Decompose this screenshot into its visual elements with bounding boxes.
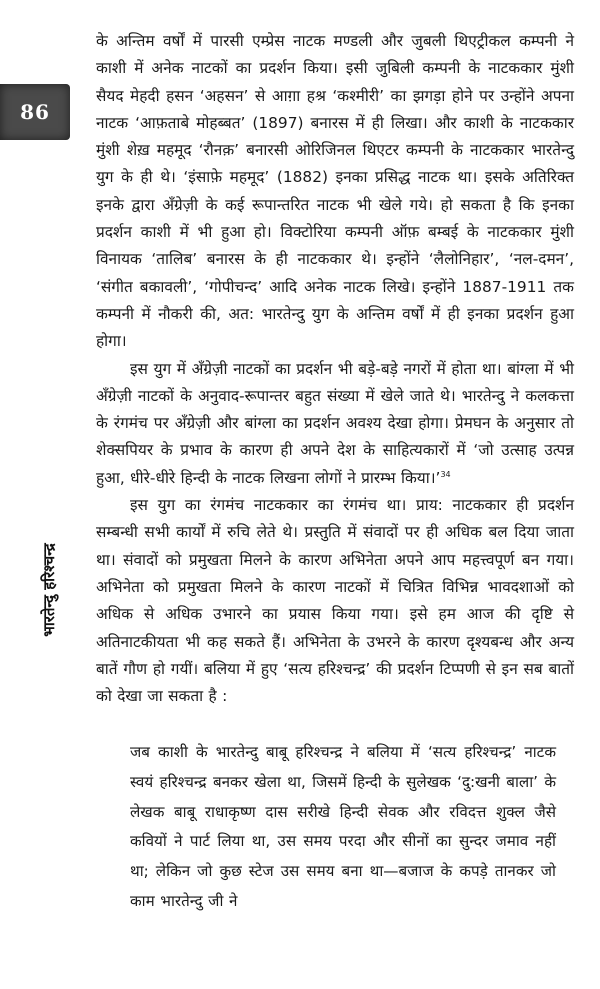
quote-text: जब काशी के भारतेन्दु बाबू हरिश्चन्द्र ने बलिया में ‘सत्य हरिश्चन्द्र’ नाटक स्वयं हरिश्चन्द्र बनकर खेला था, जिसमें हिन्दी के सुलेखक ‘दु:खनी बाला’ के लेखक बाबू राधाकृष्ण दास सरीखे हिन्दी सेवक और रविदत्त शुक्ल जैसे कवियों ने पार्ट लिया था, उस समय परदा और सीनों का सुन्दर जमाव नहीं था; लेकिन जो कुछ स्टेज उस समय बना था—बजाज के कपड़े तानकर जो काम भारतेन्दु जी ने [130, 743, 556, 910]
page-number: 86 [20, 100, 50, 124]
main-text [96, 28, 574, 710]
paragraph: इस युग का रंगमंच नाटककार का रंगमंच था। प्राय: नाटककार ही प्रदर्शन सम्बन्धी सभी कार्यों में रुचि लेते थे। प्रस्तुति में संवादों पर ही अधिक बल दिया जाता था। संवादों को प्रमुखता मिलने के कारण अभिनेता अपने आप महत्त्वपूर्ण बन गया। अभिनेता को प्रमुखता मिलने के कारण नाटकों में चित्रित विभिन्न भावदशाओं को अधिक से अधिक उभारने का प्रयास किया गया। इसे हम आज की दृष्टि से अतिनाटकीयता भी कह सकते हैं। अभिनेता के उभरने के कारण दृश्यबन्ध और अन्य बातें गौण हो गयीं। बलिया में हुए ‘सत्य हरिश्चन्द्र’ की प्रदर्शन टिप्पणी से इन सब बातों को देखा जा सकता है : [96, 496, 574, 706]
block-quote [130, 738, 556, 917]
footnote-reference: 34 [440, 469, 451, 479]
paragraph-text: इस युग में अँग्रेज़ी नाटकों का प्रदर्शन भी बड़े-बड़े नगरों में होता था। बांग्ला में भी अँग्रेज़ी नाटकों के अनुवाद-रूपान्तर बहुत संख्या में खेले जाते थे। भारतेन्दु ने कलकत्ता के रंगमंच पर अँग्रेज़ी और बांग्ला का प्रदर्शन अवश्य देखा होगा। प्रेमघन के अनुसार तो शेक्सपियर के प्रभाव के कारण ही अपने देश के साहित्यकारों में ‘जो उत्साह उत्पन्न हुआ, धीरे-धीरे हिन्दी के नाटक लिखना लोगों ने प्रारम्भ किया।’ [96, 359, 574, 487]
paragraph [96, 356, 574, 492]
running-head: भारतेन्दु हरिश्चन्द्र [40, 543, 58, 637]
paragraph: के अन्तिम वर्षों में पारसी एम्प्रेस नाटक मण्डली और जुबली थिएट्रीकल कम्पनी ने काशी में अनेक नाटकों का प्रदर्शन किया। इसी जुबिली कम्पनी के नाटककार मुंशी सैयद मेहदी हसन ‘अहसन’ से आग़ा हश्र ‘कश्मीरी’ का झगड़ा होने पर उन्होंने अपना नाटक ‘आफ़ताबे मोहब्बत’ (1897) बनारस में ही लिखा। और काशी के नाटककार मुंशी शेख़ महमूद ‘रौनक़’ बनारसी ओरिजिनल थिएटर कम्पनी के नाटककार भारतेन्दु युग के ही थे। ‘इंसाफ़े महमूद’ (1882) इनका प्रसिद्ध नाटक था। इसके अतिरिक्त इनके द्वारा अँग्रेज़ी के कई रूपान्तरित नाटक भी खेले गये। हो सकता है कि इनका प्रदर्शन काशी में भी हुआ हो। विक्टोरिया कम्पनी ऑफ़ बम्बई के नाटककार मुंशी विनायक ‘तालिब’ बनारस के ही नाटककार थे। इन्होंने ‘लैलोनिहार’, ‘नल-दमन’, ‘संगीत बकावली’, ‘गोपीचन्द’ आदि अनेक नाटक लिखे। इन्होंने 1887-1911 तक कम्पनी में नौकरी की, अत: भारतेन्दु युग के अन्तिम वर्षों में ही इनका प्रदर्शन हुआ होगा। [96, 32, 574, 351]
